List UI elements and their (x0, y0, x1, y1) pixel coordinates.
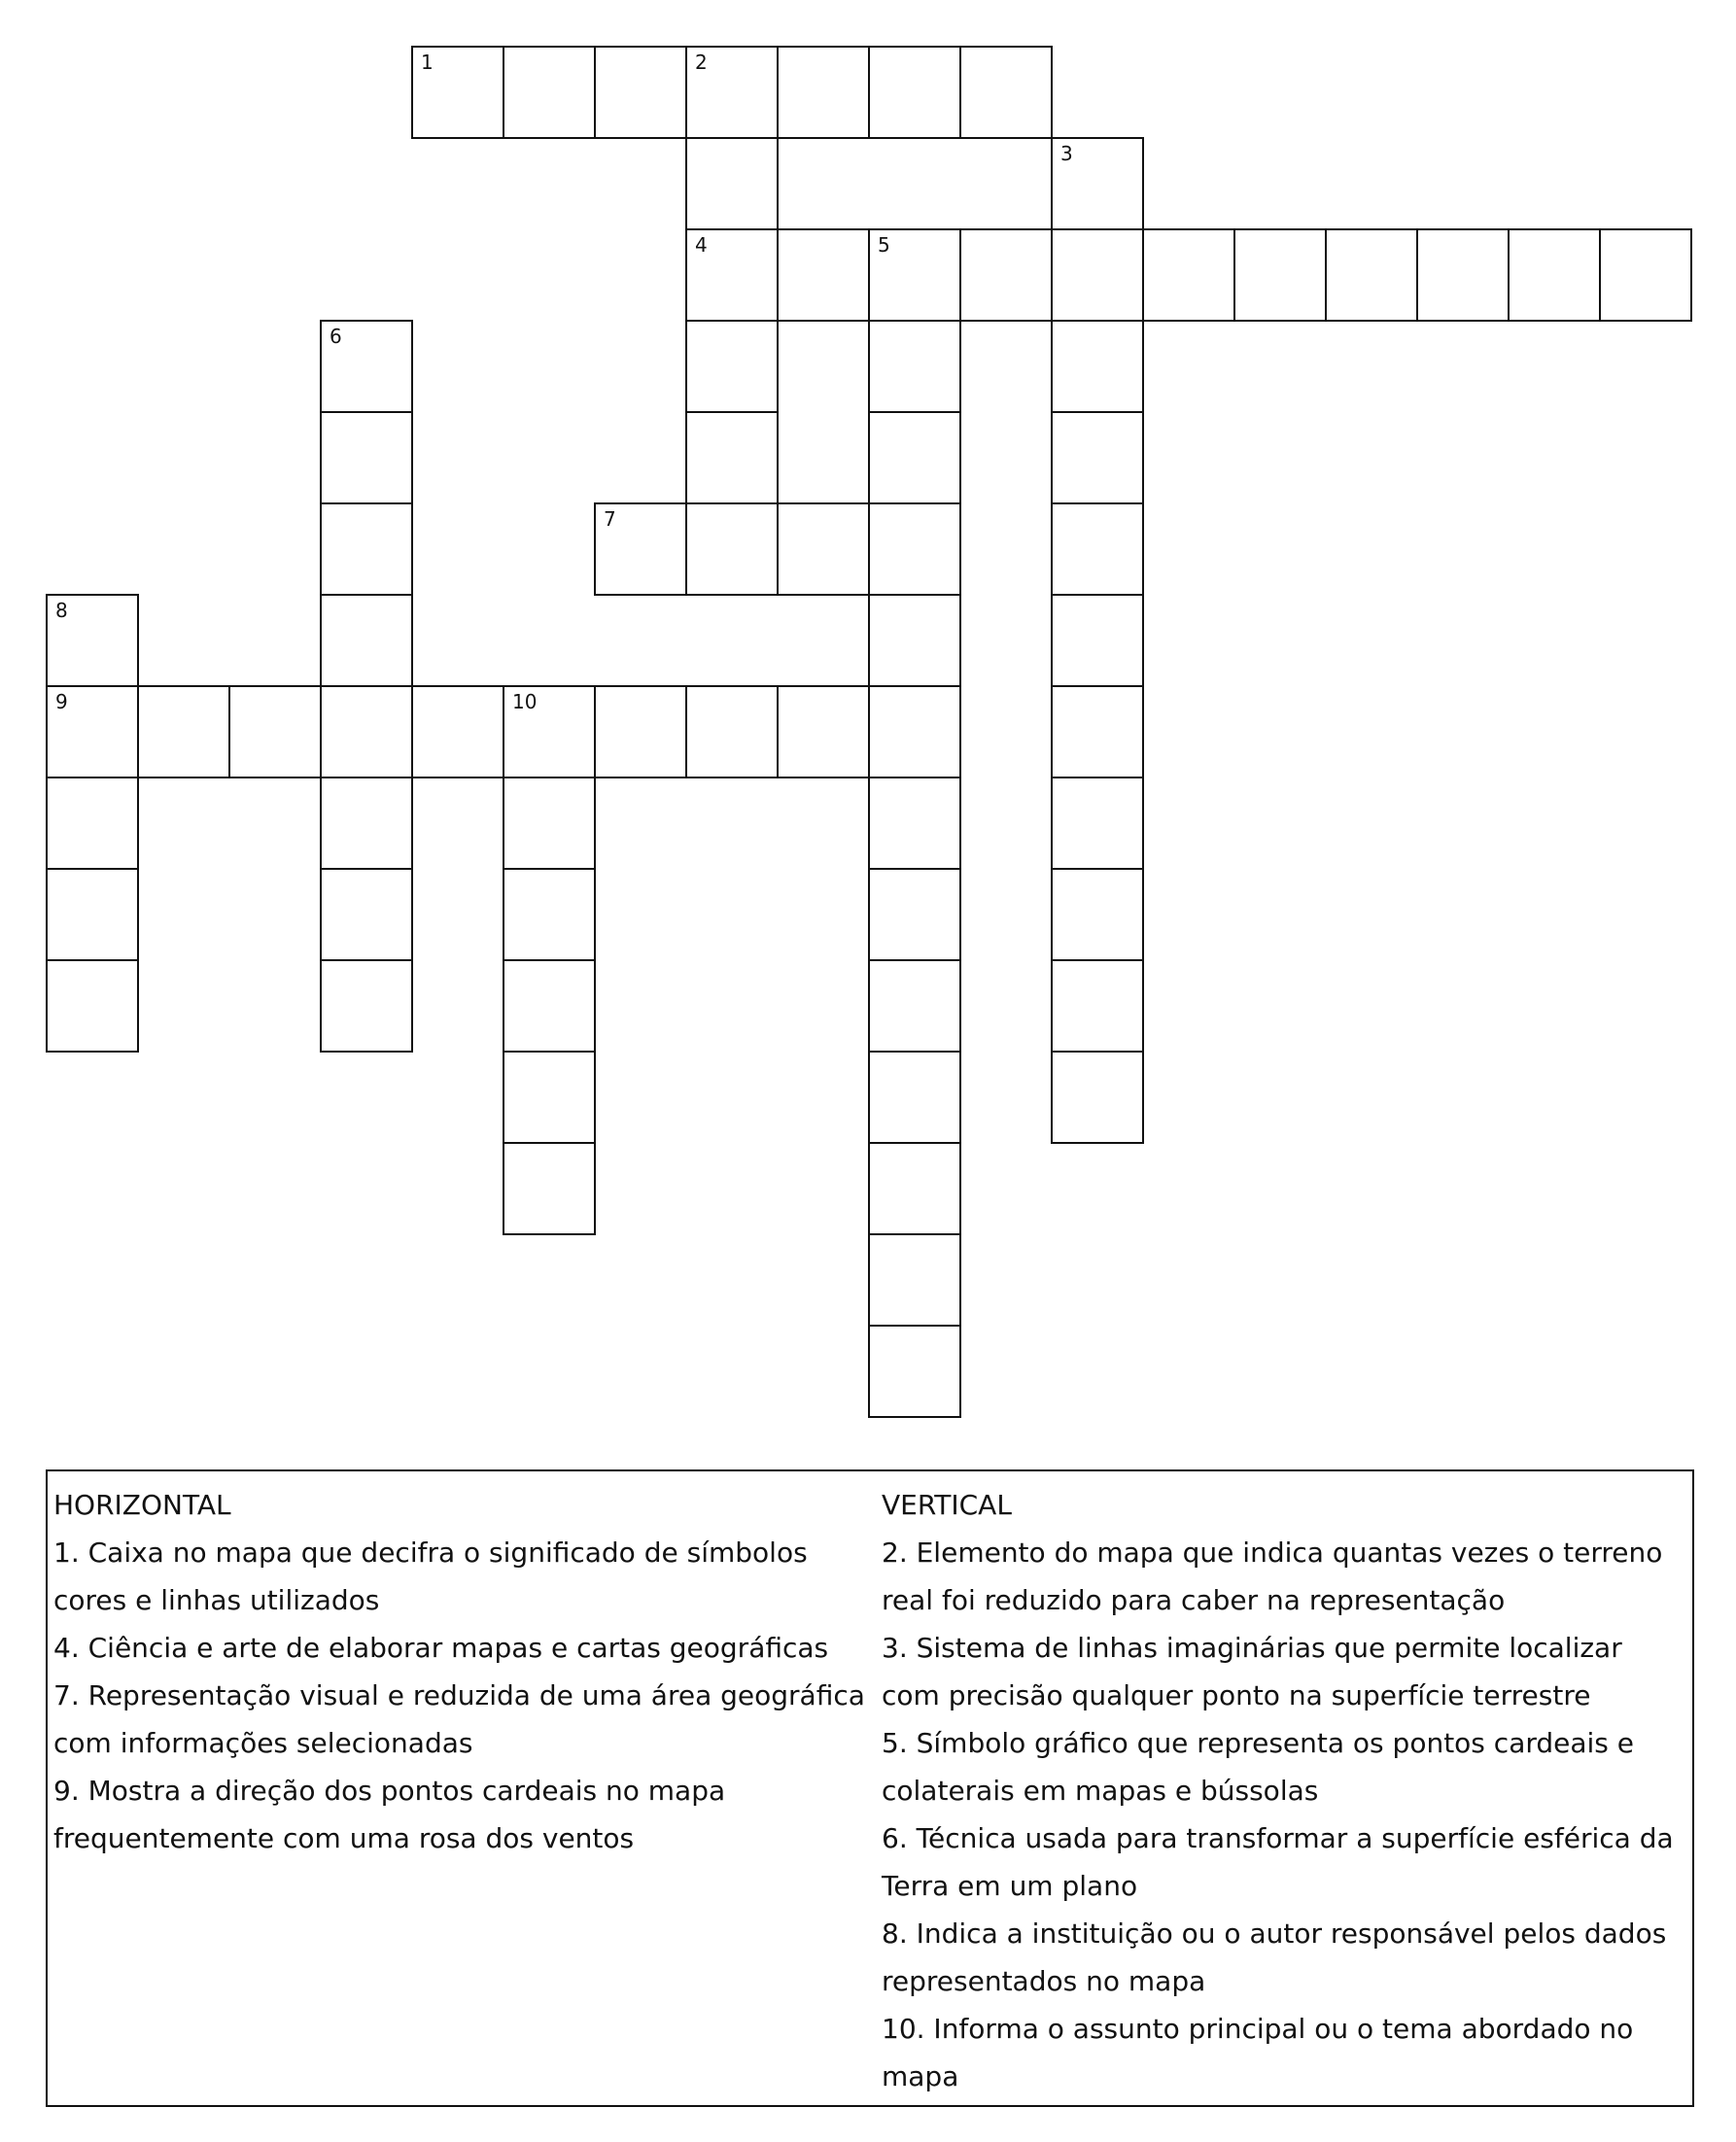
grid-cell[interactable] (1051, 320, 1144, 413)
grid-cell[interactable] (320, 685, 413, 778)
grid-cell[interactable] (959, 228, 1053, 322)
grid-cell[interactable] (594, 46, 687, 139)
grid-cell[interactable] (503, 1142, 596, 1235)
grid-cell[interactable] (320, 959, 413, 1053)
grid-cell[interactable] (46, 959, 139, 1053)
grid-cell[interactable] (868, 868, 961, 961)
grid-cell[interactable] (1051, 959, 1144, 1053)
clue-number: 8 (55, 599, 68, 622)
grid-cell[interactable] (1051, 502, 1144, 596)
grid-cell[interactable] (46, 685, 139, 778)
clue-number: 1 (421, 51, 434, 74)
clue-vertical-6: 6. Técnica usada para transformar a superfície esférica da Terra em um plano (882, 1822, 1674, 1902)
grid-cell[interactable] (685, 685, 779, 778)
grid-cell[interactable] (868, 777, 961, 870)
grid-cell[interactable] (320, 411, 413, 504)
clue-horizontal-4: 4. Ciência e arte de elaborar mapas e cartas geográficas (53, 1632, 829, 1664)
grid-cell[interactable] (1142, 228, 1235, 322)
grid-cell[interactable] (503, 959, 596, 1053)
grid-cell[interactable] (46, 868, 139, 961)
grid-cell[interactable] (1051, 594, 1144, 687)
grid-cell[interactable] (411, 685, 504, 778)
grid-cell[interactable] (959, 46, 1053, 139)
grid-cell[interactable] (868, 502, 961, 596)
grid-cell[interactable] (503, 685, 596, 778)
grid-cell[interactable] (320, 594, 413, 687)
grid-cell[interactable] (868, 46, 961, 139)
grid-cell[interactable] (503, 46, 596, 139)
grid-cell[interactable] (868, 594, 961, 687)
clue-horizontal-1: 1. Caixa no mapa que decifra o significado de símbolos cores e linhas utilizados (53, 1537, 808, 1616)
clue-number: 4 (695, 233, 708, 257)
grid-cell[interactable] (868, 1233, 961, 1327)
grid-cell[interactable] (868, 1142, 961, 1235)
vertical-clues (882, 1481, 1688, 2100)
grid-cell[interactable] (868, 320, 961, 413)
grid-cell[interactable] (46, 594, 139, 687)
grid-cell[interactable] (685, 320, 779, 413)
grid-cell[interactable] (228, 685, 322, 778)
grid-cell[interactable] (685, 411, 779, 504)
clue-number: 7 (604, 507, 616, 531)
grid-cell[interactable] (777, 46, 870, 139)
grid-cell[interactable] (685, 137, 779, 230)
grid-cell[interactable] (503, 777, 596, 870)
grid-cell[interactable] (320, 320, 413, 413)
clues-box (46, 1469, 1694, 2107)
clue-number: 5 (878, 233, 890, 257)
grid-cell[interactable] (868, 228, 961, 322)
grid-cell[interactable] (868, 959, 961, 1053)
horizontal-title: HORIZONTAL (53, 1489, 231, 1521)
grid-cell[interactable] (685, 228, 779, 322)
clue-vertical-3: 3. Sistema de linhas imaginárias que permite localizar com precisão qualquer ponto na superfície terrestre (882, 1632, 1622, 1711)
grid-cell[interactable] (777, 685, 870, 778)
grid-cell[interactable] (137, 685, 230, 778)
clue-number: 6 (330, 325, 342, 348)
clue-vertical-5: 5. Símbolo gráfico que representa os pontos cardeais e colaterais em mapas e bússolas (882, 1727, 1635, 1807)
grid-cell[interactable] (411, 46, 504, 139)
clue-vertical-8: 8. Indica a instituição ou o autor responsável pelos dados representados no mapa (882, 1917, 1667, 1997)
grid-cell[interactable] (320, 868, 413, 961)
grid-cell[interactable] (777, 502, 870, 596)
grid-cell[interactable] (868, 685, 961, 778)
grid-cell[interactable] (868, 411, 961, 504)
grid-cell[interactable] (1051, 137, 1144, 230)
clue-vertical-2: 2. Elemento do mapa que indica quantas vezes o terreno real foi reduzido para caber na representação (882, 1537, 1663, 1616)
grid-cell[interactable] (1508, 228, 1601, 322)
clue-number: 2 (695, 51, 708, 74)
grid-cell[interactable] (1051, 685, 1144, 778)
grid-cell[interactable] (594, 502, 687, 596)
grid-cell[interactable] (1599, 228, 1692, 322)
grid-cell[interactable] (1051, 411, 1144, 504)
clue-number: 9 (55, 690, 68, 713)
clue-horizontal-7: 7. Representação visual e reduzida de uma área geográfica com informações selecionadas (53, 1679, 865, 1759)
clue-number: 3 (1060, 142, 1073, 165)
grid-cell[interactable] (503, 868, 596, 961)
clue-horizontal-9: 9. Mostra a direção dos pontos cardeais no mapa frequentemente com uma rosa dos ventos (53, 1775, 726, 1854)
grid-cell[interactable] (777, 228, 870, 322)
grid-cell[interactable] (868, 1051, 961, 1144)
grid-cell[interactable] (1051, 868, 1144, 961)
grid-cell[interactable] (868, 1325, 961, 1418)
grid-cell[interactable] (1051, 777, 1144, 870)
horizontal-clues (53, 1481, 880, 1862)
grid-cell[interactable] (46, 777, 139, 870)
vertical-title: VERTICAL (882, 1489, 1012, 1521)
grid-cell[interactable] (1416, 228, 1510, 322)
grid-cell[interactable] (503, 1051, 596, 1144)
grid-cell[interactable] (594, 685, 687, 778)
grid-cell[interactable] (685, 46, 779, 139)
grid-cell[interactable] (1325, 228, 1418, 322)
grid-cell[interactable] (685, 502, 779, 596)
clue-vertical-10: 10. Informa o assunto principal ou o tema abordado no mapa (882, 2013, 1634, 2092)
grid-cell[interactable] (1233, 228, 1327, 322)
grid-cell[interactable] (1051, 228, 1144, 322)
grid-cell[interactable] (1051, 1051, 1144, 1144)
clue-number: 10 (512, 690, 538, 713)
grid-cell[interactable] (320, 777, 413, 870)
grid-cell[interactable] (320, 502, 413, 596)
